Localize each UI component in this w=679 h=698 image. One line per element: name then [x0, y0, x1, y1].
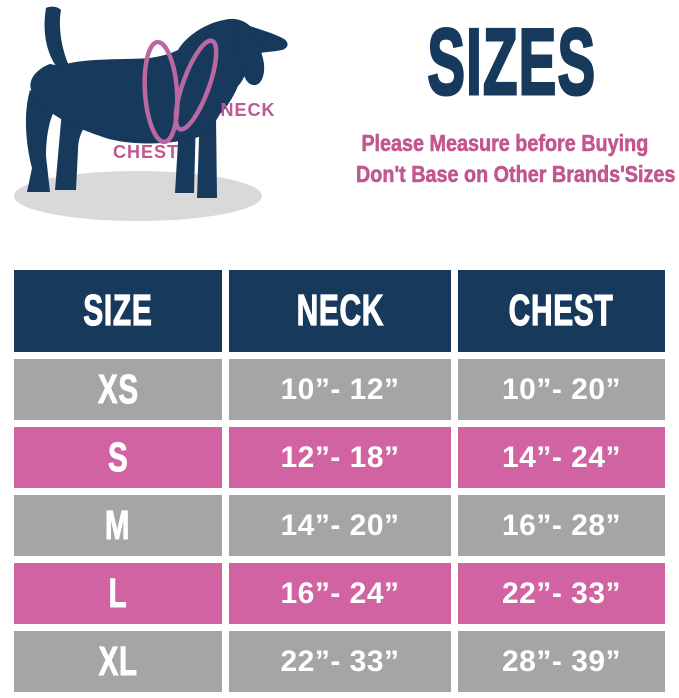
- header-section: [0, 0, 679, 264]
- chest-range-l: 22”- 33”: [458, 563, 665, 624]
- chest-range-xl: 28”- 39”: [458, 631, 665, 692]
- neck-range-l: 16”- 24”: [229, 563, 451, 624]
- size-chart-table: [14, 270, 665, 692]
- size-cell-xl: XL: [14, 631, 222, 692]
- page-title-text: SIZES: [427, 9, 597, 114]
- size-cell-l: L: [14, 563, 222, 624]
- size-cell-m: M: [14, 495, 222, 556]
- chest-range-m: 16”- 28”: [458, 495, 665, 556]
- measure-warning-line2: Don't Base on Other Brands'Sizes: [355, 161, 676, 187]
- dog-tail: [45, 7, 72, 72]
- chest-diagram-label: CHEST: [112, 142, 180, 162]
- column-header-size: SIZE: [14, 270, 222, 352]
- page-title: [345, 9, 679, 114]
- neck-range-m: 14”- 20”: [229, 495, 451, 556]
- neck-range-s: 12”- 18”: [229, 427, 451, 488]
- column-header-chest: CHEST: [458, 270, 665, 352]
- size-cell-s: S: [14, 427, 222, 488]
- measure-warning-line1: Please Measure before Buying: [361, 130, 648, 156]
- measure-warning: [330, 128, 679, 190]
- chest-range-xs: 10”- 20”: [458, 359, 665, 420]
- column-header-neck: NECK: [229, 270, 451, 352]
- neck-range-xl: 22”- 33”: [229, 631, 451, 692]
- neck-diagram-label: NECK: [220, 100, 276, 120]
- ground-shadow: [14, 171, 262, 221]
- dog-measurement-diagram: [10, 6, 322, 236]
- dog-silhouette-illustration: [10, 6, 322, 236]
- chest-range-s: 14”- 24”: [458, 427, 665, 488]
- size-cell-xs: XS: [14, 359, 222, 420]
- neck-range-xs: 10”- 12”: [229, 359, 451, 420]
